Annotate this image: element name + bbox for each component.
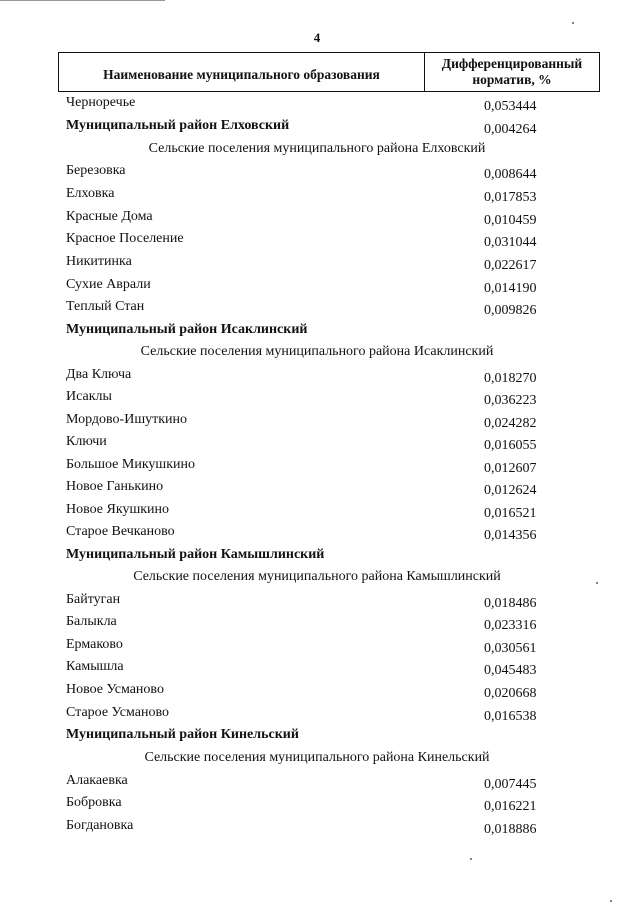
scan-speck xyxy=(596,582,598,584)
table-row xyxy=(0,389,634,411)
row-value: 0,018270 xyxy=(484,371,537,386)
row-name: Сухие Аврали xyxy=(66,277,151,292)
row-value: 0,007445 xyxy=(484,777,537,792)
table-row xyxy=(0,659,634,681)
row-name: Муниципальный район Елховский xyxy=(66,118,290,133)
table-row xyxy=(0,367,634,389)
section-subheader xyxy=(0,344,634,366)
row-value: 0,008644 xyxy=(484,167,537,182)
table-row xyxy=(0,637,634,659)
row-value: 0,012624 xyxy=(484,483,537,498)
table-row xyxy=(0,705,634,727)
table-row xyxy=(0,95,634,117)
row-name: Сельские поселения муниципального района Камышлинский xyxy=(133,569,501,584)
column-header-value-line2: норматив, % xyxy=(472,72,552,87)
row-name: Новое Якушкино xyxy=(66,502,170,517)
row-name: Два Ключа xyxy=(66,367,132,382)
district-row xyxy=(0,727,634,749)
row-value: 0,031044 xyxy=(484,235,537,250)
row-name: Муниципальный район Исаклинский xyxy=(66,322,308,337)
section-subheader xyxy=(0,141,634,163)
row-value: 0,030561 xyxy=(484,641,537,656)
row-value: 0,010459 xyxy=(484,213,537,228)
scan-edge-line xyxy=(0,0,165,1)
table-row xyxy=(0,818,634,840)
row-value: 0,020668 xyxy=(484,686,537,701)
table-row xyxy=(0,299,634,321)
row-value: 0,022617 xyxy=(484,258,537,273)
row-value: 0,016221 xyxy=(484,799,537,814)
table-row xyxy=(0,795,634,817)
table-row xyxy=(0,209,634,231)
row-name: Новое Усманово xyxy=(66,682,164,697)
row-name: Исаклы xyxy=(66,389,112,404)
table-row xyxy=(0,773,634,795)
row-name: Большое Микушкино xyxy=(66,457,196,472)
row-name: Балыкла xyxy=(66,614,117,629)
row-name: Ключи xyxy=(66,434,107,449)
row-name: Бобровка xyxy=(66,795,122,810)
scan-speck xyxy=(572,22,574,24)
row-value: 0,053444 xyxy=(484,99,537,114)
row-name: Камышла xyxy=(66,659,124,674)
district-row xyxy=(0,322,634,344)
table-row xyxy=(0,254,634,276)
column-header-value xyxy=(425,53,599,91)
row-name: Сельские поселения муниципального района Кинельский xyxy=(144,750,490,765)
row-value: 0,018486 xyxy=(484,596,537,611)
table-row xyxy=(0,186,634,208)
row-name: Алакаевка xyxy=(66,773,128,788)
table-row xyxy=(0,434,634,456)
row-name: Елховка xyxy=(66,186,115,201)
row-value: 0,017853 xyxy=(484,190,537,205)
row-value: 0,004264 xyxy=(484,122,537,137)
table-header xyxy=(58,52,600,92)
row-name: Старое Вечканово xyxy=(66,524,175,539)
row-value: 0,018886 xyxy=(484,822,537,837)
row-name: Березовка xyxy=(66,163,126,178)
row-value: 0,009826 xyxy=(484,303,537,318)
table-row xyxy=(0,524,634,546)
row-value: 0,036223 xyxy=(484,393,537,408)
row-name: Мордово-Ишуткино xyxy=(66,412,188,427)
column-header-value-line1: Дифференцированный xyxy=(441,56,583,71)
page-number: 4 xyxy=(313,30,321,45)
row-value: 0,045483 xyxy=(484,663,537,678)
table-row xyxy=(0,412,634,434)
row-value: 0,014190 xyxy=(484,281,537,296)
table-row xyxy=(0,614,634,636)
section-subheader xyxy=(0,750,634,772)
district-row xyxy=(0,118,634,140)
row-name: Сельские поселения муниципального района Елховский xyxy=(148,141,486,156)
row-name: Старое Усманово xyxy=(66,705,169,720)
section-subheader xyxy=(0,569,634,591)
row-name: Муниципальный район Камышлинский xyxy=(66,547,325,562)
table-row xyxy=(0,682,634,704)
row-name: Черноречье xyxy=(66,95,136,110)
row-value: 0,016521 xyxy=(484,506,537,521)
row-name: Байтуган xyxy=(66,592,121,607)
scan-speck xyxy=(610,900,612,902)
row-name: Никитинка xyxy=(66,254,132,269)
table-row xyxy=(0,592,634,614)
row-name: Новое Ганькино xyxy=(66,479,164,494)
table-row xyxy=(0,479,634,501)
table-row xyxy=(0,163,634,185)
row-name: Ермаково xyxy=(66,637,123,652)
row-value: 0,012607 xyxy=(484,461,537,476)
table-row xyxy=(0,502,634,524)
table-row xyxy=(0,277,634,299)
row-value: 0,014356 xyxy=(484,528,537,543)
row-value: 0,016055 xyxy=(484,438,537,453)
district-row xyxy=(0,547,634,569)
row-name: Богдановка xyxy=(66,818,134,833)
row-name: Сельские поселения муниципального района Исаклинский xyxy=(140,344,494,359)
table-row xyxy=(0,231,634,253)
row-name: Красное Поселение xyxy=(66,231,184,246)
scan-speck xyxy=(470,858,472,860)
column-header-name: Наименование муниципального образования xyxy=(59,53,425,91)
row-value: 0,024282 xyxy=(484,416,537,431)
row-name: Красные Дома xyxy=(66,209,153,224)
row-value: 0,023316 xyxy=(484,618,537,633)
row-name: Муниципальный район Кинельский xyxy=(66,727,299,742)
table-row xyxy=(0,457,634,479)
row-name: Теплый Стан xyxy=(66,299,145,314)
row-value: 0,016538 xyxy=(484,709,537,724)
